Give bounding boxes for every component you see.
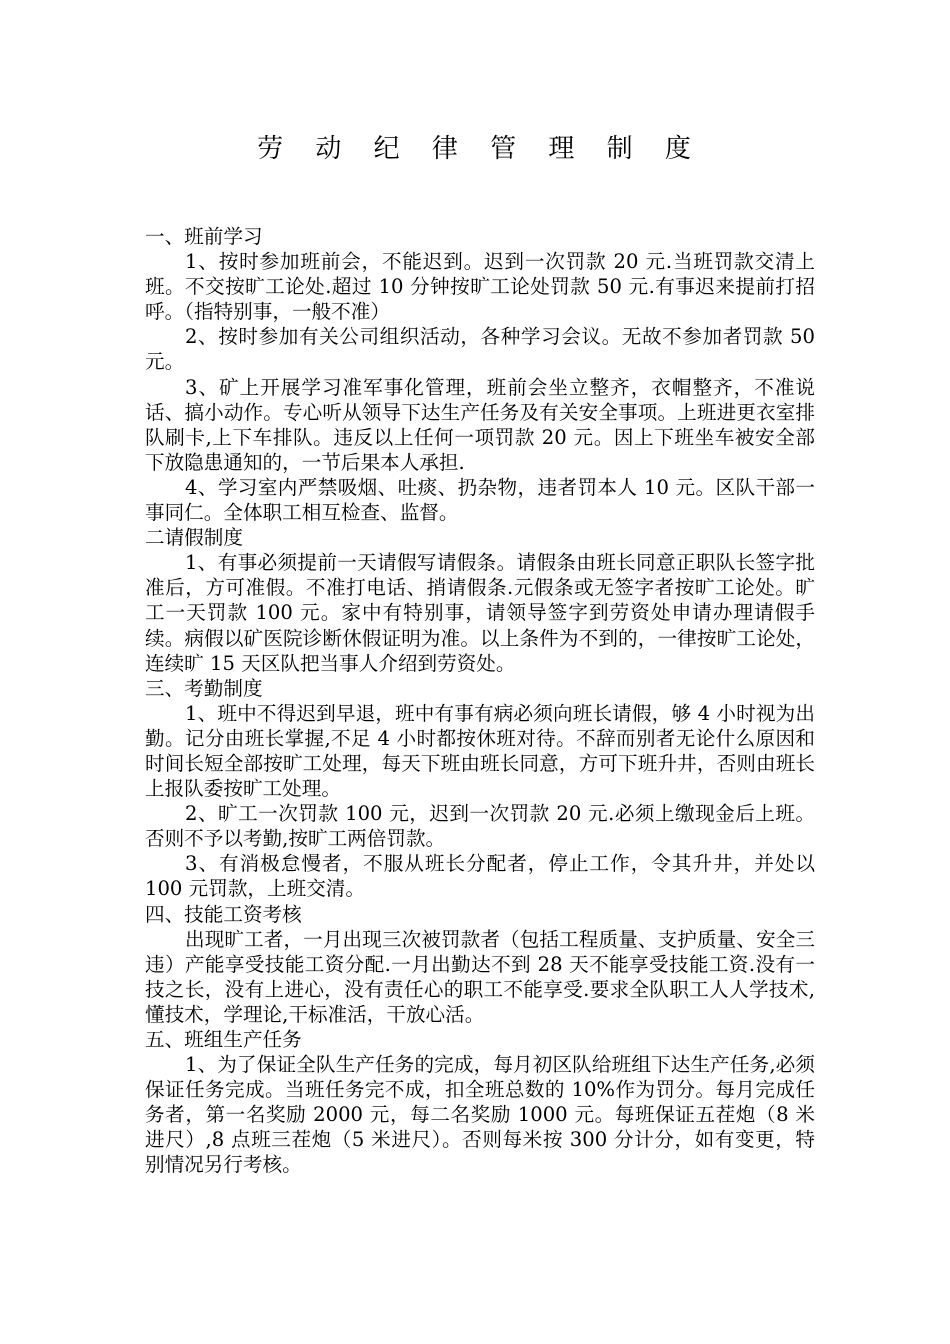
paragraph: 1、为了保证全队生产任务的完成，每月初区队给班组下达生产任务,必须保证任务完成。当班任务完不成，扣全班总数的 10%作为罚分。每月完成任务者，第一名奖励 2000 元，每二名奖励 1000 元。每班保证五茬炮（8 米进尺）,8 点班三茬炮（5 米进尺）。否则每米按 300 分计分，如有变更，特别情况另行考核。 [145, 1053, 815, 1177]
paragraph: 3、有消极怠慢者，不服从班长分配者，停止工作，令其升井，并处以 100 元罚款，上班交清。 [145, 852, 815, 901]
paragraph: 1、有事必须提前一天请假写请假条。请假条由班长同意正职队长签字批准后，方可准假。不准打电话、捎请假条.元假条或无签字者按旷工论处。旷工一天罚款 100 元。家中有特别事，请领导签字到劳资处申请办理请假手续。病假以矿医院诊断休假证明为准。以上条件为不到的，一律按旷工论处，连续旷 15 天区队把当事人介绍到劳资处。 [145, 551, 815, 675]
paragraph: 4、学习室内严禁吸烟、吐痰、扔杂物，违者罚本人 10 元。区队干部一事同仁。全体职工相互检查、监督。 [145, 475, 815, 525]
paragraph: 出现旷工者，一月出现三次被罚款者（包括工程质量、支护质量、安全三违）产能享受技能工资分配.一月出勤达不到 28 天不能享受技能工资.没有一技之长，没有上进心，没有责任心的职工不能享受.要求全队职工人人学技术,懂技术，学理论,干标准活，干放心活。 [145, 927, 815, 1026]
paragraph: 3、矿上开展学习准军事化管理，班前会坐立整齐，衣帽整齐，不准说话、搞小动作。专心听从领导下达生产任务及有关安全事项。上班进更衣室排队刷卡,上下车排队。违反以上任何一项罚款 20 元。因上下班坐车被安全部下放隐患通知的，一节后果本人承担. [145, 375, 815, 474]
paragraph: 1、班中不得迟到早退，班中有事有病必须向班长请假，够 4 小时视为出勤。记分由班长掌握,不足 4 小时都按休班对待。不辞而别者无论什么原因和时间长短全部按旷工处理，每天下班由班长同意，方可下班升井，否则由班长上报队委按旷工处理。 [145, 701, 815, 801]
paragraph: 2、旷工一次罚款 100 元，迟到一次罚款 20 元.必须上缴现金后上班。否则不予以考勤,按旷工两倍罚款。 [145, 802, 815, 851]
document-title: 劳 动 纪 律 管 理 制 度 [257, 134, 703, 164]
section-heading: 五、班组生产任务 [145, 1028, 302, 1051]
paragraph: 2、按时参加有关公司组织活动，各种学习会议。无故不参加者罚款 50 元。 [145, 325, 815, 374]
section-heading: 三、考勤制度 [145, 676, 263, 700]
section-heading: 一、班前学习 [145, 225, 263, 248]
paragraph: 1、按时参加班前会，不能迟到。迟到一次罚款 20 元.当班罚款交清上班。不交按旷工论处.超过 10 分钟按旷工论处罚款 50 元.有事迟来提前打招呼。（指特别事，一般不准） [145, 250, 815, 324]
section-heading: 四、技能工资考核 [145, 902, 302, 926]
section-heading: 二请假制度 [145, 526, 243, 550]
document-body [145, 224, 815, 1178]
